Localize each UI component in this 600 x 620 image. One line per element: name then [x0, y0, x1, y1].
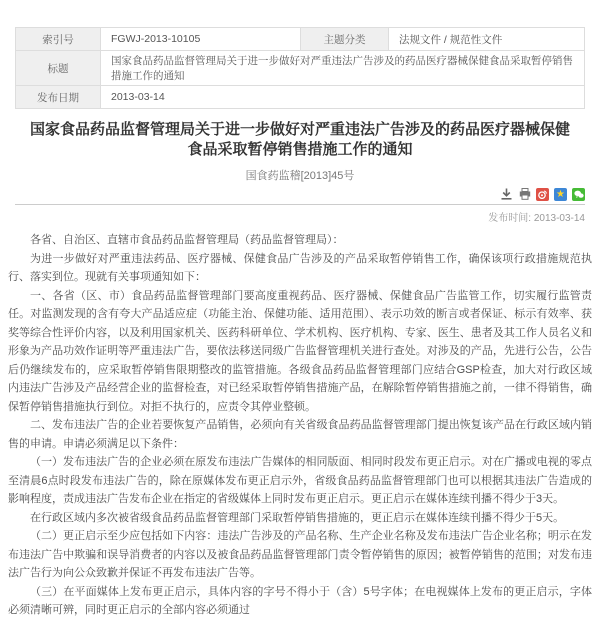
meta-value-title: 国家食品药品监督管理局关于进一步做好对严重违法广告涉及的药品医疗器械保健食品采取暂停销售措施工作的通知	[101, 51, 585, 86]
publish-time: 发布时间: 2013-03-14	[488, 213, 585, 224]
meta-label-index: 索引号	[16, 28, 101, 51]
meta-label-category: 主题分类	[301, 28, 389, 51]
paragraph-item-2-3: （三）在平面媒体上发布更正启示，具体内容的字号不得小于（含）5号字体；在电视媒体上发布的更正启示，字体必须清晰可辨，同时更正启示的全部内容必须通过	[8, 585, 592, 616]
header-divider	[15, 204, 585, 205]
download-icon[interactable]	[500, 188, 513, 201]
meta-value-category: 法规文件 / 规范性文件	[389, 28, 585, 51]
paragraph-item-2: 二、发布违法广告的企业若要恢复产品销售，必须向有关省级食品药品监督管理部门提出恢复该产品在行政区域内销售的申请。申请必须满足以下条件：	[8, 419, 592, 450]
meta-value-publish-date: 2013-03-14	[101, 86, 585, 109]
meta-label-title: 标题	[16, 51, 101, 86]
page-title: 国家食品药品监督管理局关于进一步做好对严重违法广告涉及的药品医疗器械保健食品采取暂停销售措施工作的通知	[30, 121, 571, 158]
paragraph-item-2-2: （二）更正启示至少应包括如下内容：违法广告涉及的产品名称、生产企业名称及发布违法广告企业名称；明示在发布违法广告中欺骗和误导消费者的内容以及被食品药品监督管理部门责令暂停销售的原因；被暂停销售的范围；对发布违法广告行为向公众致歉并保证不再发布违法广告等。	[8, 530, 592, 579]
share-weibo-icon[interactable]	[536, 188, 549, 201]
favorite-star-icon[interactable]: ★	[554, 188, 567, 201]
article-body	[8, 231, 592, 620]
paragraph-item-1: 一、各省（区、市）食品药品监督管理部门要高度重视药品、医疗器械、保健食品广告监管工作，切实履行监管责任。对监测发现的含有夸大产品适应症（功能主治、保健功能、适用范围）、表示功效的断言或者保证、标示有效率、获奖等综合性评价内容，以及利用国家机关、医药科研单位、学术机构、医疗机构、专家、医生、患者及其工作人员名义和形象为产品功效作证明等严重违法广告，要依法移送同级广告监督管理机关进行查处。对涉及的产品，先进行公告，公告后仍继续发布的，应采取暂停销售限期整改的监管措施。各级食品药品监督管理部门应结合GSP检查，加大对行政区域内违法广告涉及产品经营企业的监督检查，对已经采取暂停销售措施产品，在解除暂停销售措施之前，一律不得销售，确保暂停销售措施执行到位。对拒不执行的，应责令其停业整顿。	[8, 289, 592, 413]
paragraph-item-2-1-note: 在行政区域内多次被省级食品药品监督管理部门采取暂停销售措施的，更正启示在媒体连续刊播不得少于5天。	[30, 511, 565, 524]
document-meta-table	[15, 27, 585, 109]
paragraph-salutation: 各省、自治区、直辖市食品药品监督管理局（药品监督管理局）：	[30, 234, 344, 246]
document-number: 国食药监稽[2013]45号	[245, 170, 355, 182]
paragraph-intro: 为进一步做好对严重违法药品、医疗器械、保健食品广告涉及的产品采取暂停销售工作，确保该项行政措施规范执行、落实到位。现就有关事项通知如下：	[8, 252, 592, 283]
meta-label-publish-date: 发布日期	[16, 86, 101, 109]
meta-value-index: FGWJ-2013-10105	[101, 28, 301, 51]
table-row	[16, 86, 585, 109]
table-row	[16, 28, 585, 51]
paragraph-item-2-1: （一）发布违法广告的企业必须在原发布违法广告媒体的相同版面、相同时段发布更正启示。对在广播或电视的零点至清晨6点时段发布违法广告的，除在原媒体发布更正启示外，省级食品药品监督管理部门也可以根据其违法广告造成的影响程度，责成违法广告发布企业在指定的省级媒体上同时发布更正启示。更正启示在媒体连续刊播不得少于3天。	[8, 456, 592, 505]
print-icon[interactable]	[518, 188, 531, 201]
share-toolbar	[15, 187, 585, 201]
share-wechat-icon[interactable]	[572, 188, 585, 201]
table-row	[16, 51, 585, 86]
